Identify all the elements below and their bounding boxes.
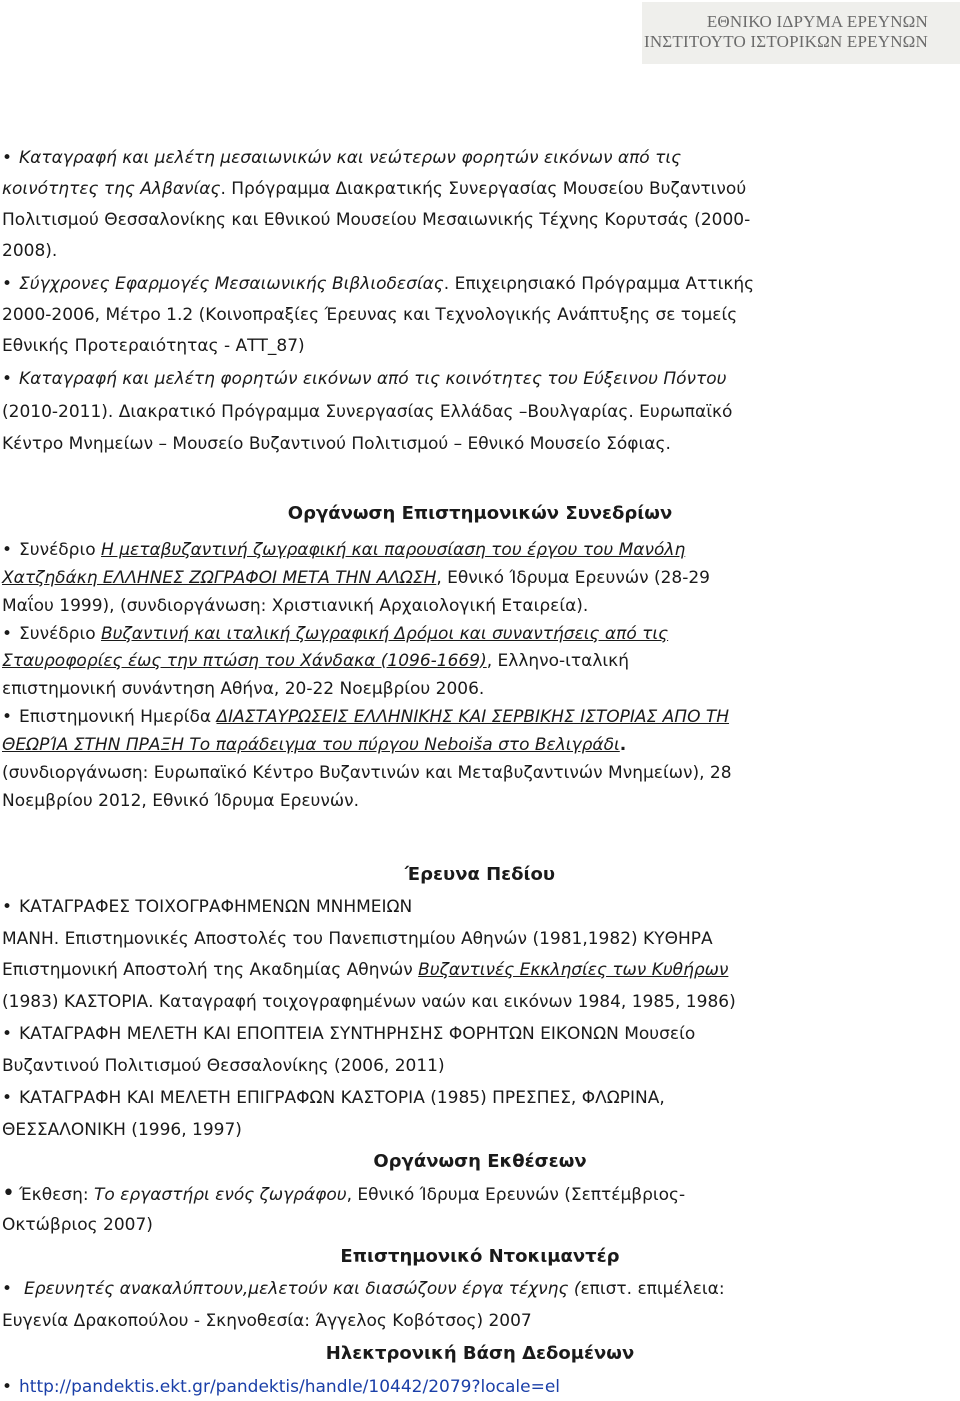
list-item: • Έκθεση: Το εργαστήρι ενός ζωγράφου, Εθνικό Ίδρυμα Ερευνών (Σεπτέμβριος- [2, 1181, 686, 1206]
list-item: • Συνέδριο Βυζαντινή και ιταλική ζωγραφική Δρόμοι και συναντήσεις από τις [2, 624, 669, 644]
list-item-text: 2000-2006, Μέτρο 1.2 (Κοινοπραξίες Έρευνας και Τεχνολογικής Ανάπτυξης σε τομείς [2, 305, 738, 325]
bullet: • [2, 1279, 13, 1299]
bullet: • [2, 540, 13, 560]
list-item-text: (συνδιοργάνωση: Ευρωπαϊκό Κέντρο Βυζαντινών και Μεταβυζαντινών Μνημείων), 28 [2, 763, 732, 783]
list-item-text: Χατζηδάκη ΕΛΛΗΝΕΣ ΖΩΓΡΑΦΟΙ ΜΕΤΑ ΤΗΝ ΑΛΩΣΗ, Εθνικό Ίδρυμα Ερευνών (28-29 [2, 568, 710, 588]
bullet: • [2, 1088, 13, 1108]
list-item-text: Οκτώβριος 2007) [2, 1215, 153, 1235]
list-item-text: (1983) ΚΑΣΤΟΡΙΑ. Καταγραφή τοιχογραφημένων ναών και εικόνων 1984, 1985, 1986) [2, 992, 736, 1012]
list-item-text: Σταυροφορίες έως την πτώση του Χάνδακα (1096-1669), Ελληνο-ιταλική [2, 651, 629, 671]
section-heading-documentary: Επιστημονικό Ντοκιμαντέρ [340, 1246, 620, 1267]
list-item: • ΚΑΤΑΓΡΑΦΗ ΜΕΛΕΤΗ ΚΑΙ ΕΠΟΠΤΕΙΑ ΣΥΝΤΗΡΗΣΗΣ ΦΟΡΗΤΩΝ ΕΙΚΟΝΩΝ Μουσείο [2, 1024, 696, 1044]
list-item-text: Ευγενία Δρακοπούλου - Σκηνοθεσία: Άγγελος Κοβότσος) 2007 [2, 1311, 532, 1331]
list-item [2, 1377, 560, 1397]
bullet: • [2, 369, 13, 389]
list-item-text: ΘΕΣΣΑΛΟΝΙΚΗ (1996, 1997) [2, 1120, 242, 1140]
header-institute-name: ΙΝΣΤΙΤΟΥΤΟ ΙΣΤΟΡΙΚΩΝ ΕΡΕΥΝΩΝ [643, 32, 928, 51]
list-item-text: ΜΑΝΗ. Επιστημονικές Αποστολές του Πανεπιστημίου Αθηνών (1981,1982) ΚΥΘΗΡΑ [2, 929, 713, 949]
list-item: • Ερευνητές ανακαλύπτουν,μελετούν και διασώζουν έργα τέχνης (επιστ. επιμέλεια: [2, 1279, 725, 1299]
list-item: • Επιστημονική Ημερίδα ΔΙΑΣΤΑΥΡΩΣΕΙΣ ΕΛΛΗΝΙΚΗΣ ΚΑΙ ΣΕΡΒΙΚΗΣ ΙΣΤΟΡΙΑΣ ΑΠΟ ΤΗ [2, 707, 730, 727]
list-item: • Καταγραφή και μελέτη μεσαιωνικών και νεώτερων φορητών εικόνων από τις [2, 148, 682, 168]
bullet: • [2, 1181, 15, 1206]
list-item-text: (2010-2011). Διακρατικό Πρόγραμμα Συνεργασίας Ελλάδας –Βουλγαρίας. Ευρωπαϊκό [2, 402, 733, 422]
bullet: • [2, 897, 13, 917]
database-link[interactable]: http://pandektis.ekt.gr/pandektis/handle/10442/2079?locale=el [19, 1377, 560, 1397]
bullet: • [2, 1024, 13, 1044]
list-item-text: ΘΕΩΡΊΑ ΣΤΗΝ ΠΡΑΞΗ Το παράδειγμα του πύργου Neboiša στο Βελιγράδι. [2, 735, 627, 755]
list-item-text: Μαΐου 1999), (συνδιοργάνωση: Χριστιανική Αρχαιολογική Εταιρεία). [2, 596, 589, 616]
header-foundation-name: ΕΘΝΙΚΟ ΙΔΡΥΜΑ ΕΡΕΥΝΩΝ [706, 12, 928, 31]
list-item-text: κοινότητες της Αλβανίας. Πρόγραμμα Διακρατικής Συνεργασίας Μουσείου Βυζαντινού [2, 179, 747, 199]
bullet: • [2, 148, 13, 168]
section-heading-database: Ηλεκτρονική Βάση Δεδομένων [325, 1343, 635, 1364]
list-item-text: Νοεμβρίου 2012, Εθνικό Ίδρυμα Ερευνών. [2, 791, 360, 811]
list-item-text: Βυζαντινού Πολιτισμού Θεσσαλονίκης (2006, 2011) [2, 1056, 445, 1076]
list-item: • ΚΑΤΑΓΡΑΦΕΣ ΤΟΙΧΟΓΡΑΦΗΜΕΝΩΝ ΜΝΗΜΕΙΩΝ [2, 897, 413, 917]
list-item-text: Κέντρο Μνημείων – Μουσείο Βυζαντινού Πολιτισμού – Εθνικό Μουσείο Σόφιας. [2, 434, 671, 454]
list-item-text: Επιστημονική Αποστολή της Ακαδημίας Αθηνών Βυζαντινές Εκκλησίες των Κυθήρων [2, 960, 729, 980]
list-item: • ΚΑΤΑΓΡΑΦΗ ΚΑΙ ΜΕΛΕΤΗ ΕΠΙΓΡΑΦΩΝ ΚΑΣΤΟΡΙΑ (1985) ΠΡΕΣΠΕΣ, ΦΛΩΡΙΝΑ, [2, 1088, 665, 1108]
list-item: • Καταγραφή και μελέτη φορητών εικόνων από τις κοινότητες του Εύξεινου Πόντου [2, 369, 727, 389]
bullet: • [2, 624, 13, 644]
list-item-text: επιστημονική συνάντηση Αθήνα, 20-22 Νοεμβρίου 2006. [2, 679, 485, 699]
section-heading-conferences: Οργάνωση Επιστημονικών Συνεδρίων [287, 503, 673, 524]
bullet: • [2, 707, 13, 727]
section-heading-field-research: Έρευνα Πεδίου [404, 864, 556, 885]
list-item-text: 2008). [2, 241, 58, 261]
list-item-text: Πολιτισμού Θεσσαλονίκης και Εθνικού Μουσείου Μεσαιωνικής Τέχνης Κορυτσάς (2000- [2, 210, 751, 230]
list-item-text: Εθνικής Προτεραιότητας - ΑΤΤ_87) [2, 336, 305, 356]
list-item: • Σύγχρονες Εφαρμογές Μεσαιωνικής Βιβλιοδεσίας. Επιχειρησιακό Πρόγραμμα Αττικής [2, 274, 755, 294]
bullet: • [2, 1377, 13, 1397]
institute-header [642, 2, 960, 64]
list-item: • Συνέδριο Η μεταβυζαντινή ζωγραφική και παρουσίαση του έργου του Μανόλη [2, 540, 686, 560]
bullet: • [2, 274, 13, 294]
section-heading-exhibitions: Οργάνωση Εκθέσεων [373, 1151, 587, 1172]
